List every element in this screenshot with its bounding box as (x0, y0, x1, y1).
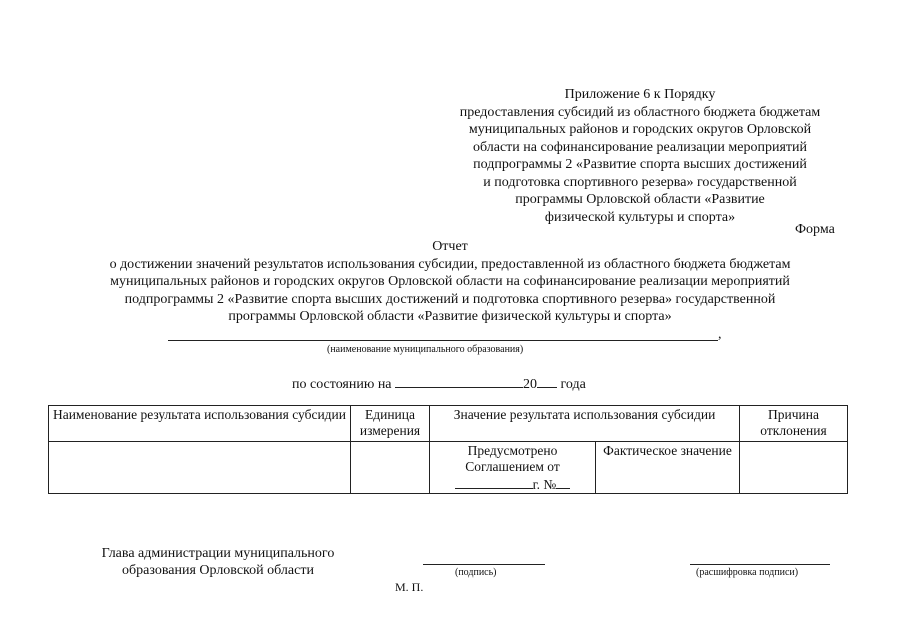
report-title-line: подпрограммы 2 «Развитие спорта высших достижений и подготовка спортивного резерва» государственной (124, 291, 776, 307)
report-title-line: муниципальных районов и городских округов Орловской области на софинансирование реализации мероприятий (110, 274, 790, 290)
agreement-date-field[interactable] (455, 475, 533, 489)
table-header-row (49, 406, 848, 442)
agreement-number-field[interactable] (556, 475, 570, 489)
header-reason: Причина отклонения (740, 406, 848, 442)
cell-unit[interactable] (351, 442, 430, 494)
report-title-line: о достижении значений результатов использования субсидии, предоставленной из областного бюджета бюджетам (109, 256, 791, 272)
position-line1: Глава администрации муниципального (101, 546, 335, 561)
planned-line2: Соглашением от (465, 459, 560, 474)
signature-caption: (подпись) (455, 567, 497, 578)
municipality-name-line[interactable] (168, 340, 718, 341)
municipality-caption: (наименование муниципального образования) (327, 344, 524, 355)
form-label: Форма (795, 222, 835, 237)
stamp-label: М. П. (395, 580, 424, 594)
report-title-block (55, 238, 845, 326)
cell-reason[interactable] (740, 442, 848, 494)
cell-result-name[interactable] (49, 442, 351, 494)
signature-position (88, 545, 348, 579)
appendix-line: программы Орловской области «Развитие (515, 192, 765, 207)
appendix-line: Приложение 6 к Порядку (564, 87, 716, 102)
appendix-line: области на софинансирование реализации мероприятий (472, 139, 808, 155)
decode-line[interactable] (690, 564, 830, 565)
position-line2: образования Орловской области (122, 563, 314, 578)
subheader-planned (430, 442, 596, 494)
table-row (49, 442, 848, 494)
appendix-line: физической культуры и спорта» (544, 209, 736, 225)
as-of-date-field[interactable] (395, 373, 523, 388)
as-of-year-prefix: 20 (523, 377, 538, 392)
header-unit: Единица измерения (351, 406, 430, 442)
signature-line[interactable] (423, 564, 545, 565)
as-of-line (292, 373, 586, 393)
planned-line1: Предусмотрено (467, 443, 558, 458)
header-result-name: Наименование результата использования субсидии (49, 406, 351, 442)
as-of-prefix: по состоянию на (292, 377, 392, 392)
as-of-suffix: года (560, 377, 586, 392)
appendix-line: муниципальных районов и городских округов Орловской (468, 122, 812, 137)
results-table (48, 405, 848, 494)
appendix-block (440, 86, 840, 226)
decode-caption: (расшифровка подписи) (696, 567, 799, 578)
municipality-trailing-comma: , (718, 327, 722, 342)
appendix-line: и подготовка спортивного резерва» государственной (483, 174, 797, 190)
as-of-year-field[interactable] (537, 373, 557, 388)
header-value: Значение результата использования субсидии (430, 406, 740, 442)
subheader-actual: Фактическое значение (596, 442, 740, 494)
planned-line3 (432, 475, 593, 493)
appendix-line: предоставления субсидий из областного бюджета бюджетам (459, 104, 821, 120)
planned-line3-suffix: г. № (532, 477, 557, 492)
appendix-line: подпрограммы 2 «Развитие спорта высших достижений (473, 157, 807, 172)
report-title-line: программы Орловской области «Развитие физической культуры и спорта» (228, 309, 672, 325)
report-title: Отчет (432, 239, 468, 254)
